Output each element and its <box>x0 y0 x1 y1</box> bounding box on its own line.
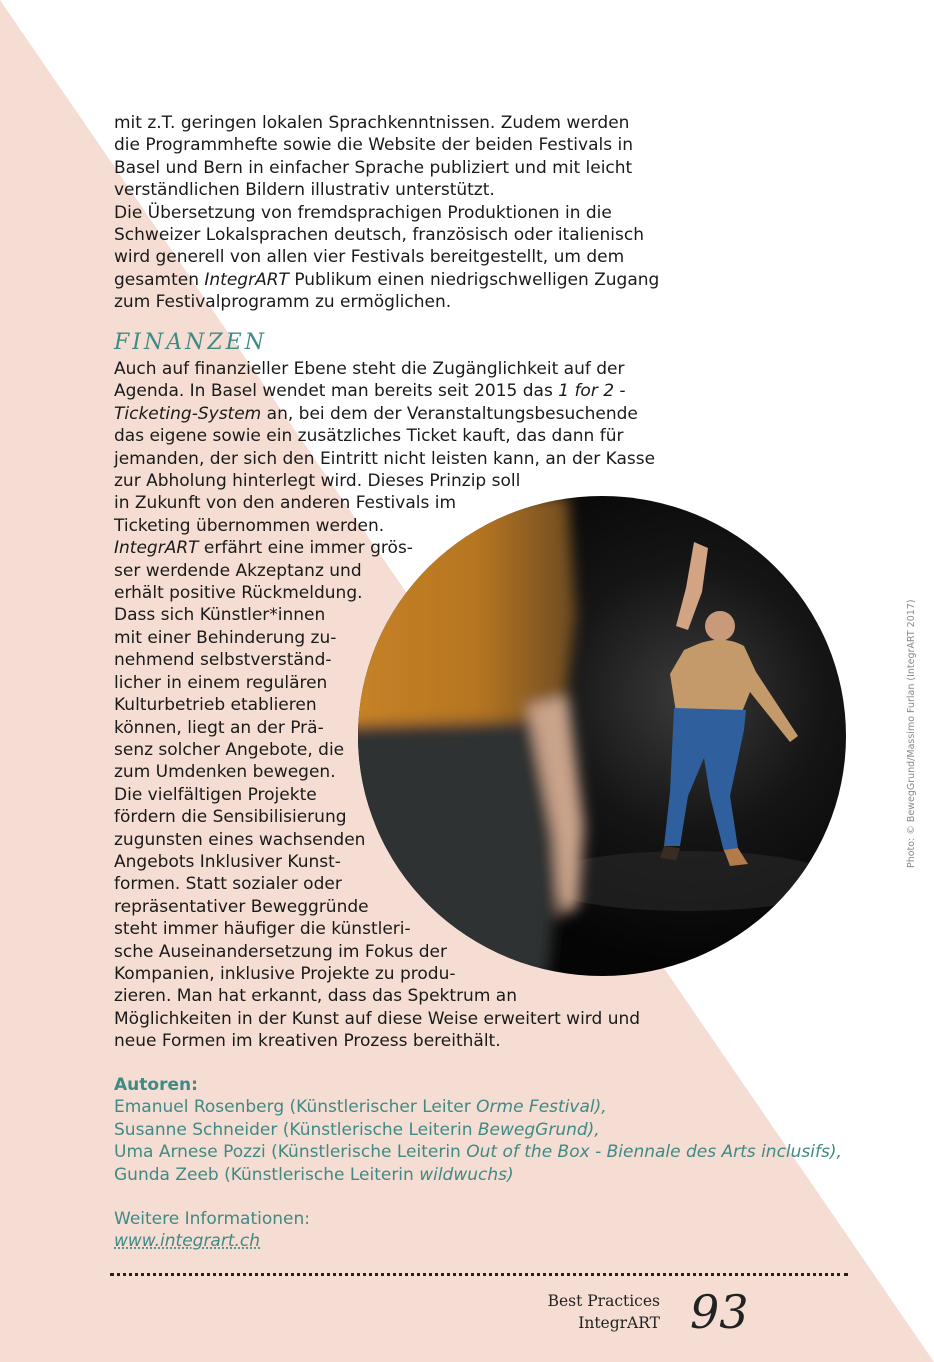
text-line: repräsentativer Beweggründe <box>114 896 369 917</box>
page-number: 93 <box>690 1285 749 1339</box>
authors-label: Autoren: <box>114 1075 198 1095</box>
text-line: die Programmhefte sowie die Website der beiden Festivals in <box>114 135 633 156</box>
italic-term: 1 for 2 - <box>558 381 626 402</box>
text-line: Basel und Bern in einfacher Sprache publiziert und mit leicht <box>114 157 633 178</box>
website-link[interactable]: www.integrart.ch <box>114 1231 261 1252</box>
footer-label <box>540 1290 660 1334</box>
text-line: Möglichkeiten in der Kunst auf diese Weise erweitert wird und <box>114 1008 641 1029</box>
footer-line-2: IntegrART <box>578 1314 660 1332</box>
text-line: Die vielfältigen Projekte <box>114 784 317 805</box>
authors-block <box>114 1074 842 1186</box>
intro-paragraph <box>114 112 659 314</box>
author-entry: Uma Arnese Pozzi (Künstlerische Leiterin Out of the Box - Biennale des Arts inclusifs), <box>114 1142 842 1163</box>
more-info-block <box>114 1208 310 1253</box>
section-heading: FINANZEN <box>114 330 267 355</box>
finance-paragraph <box>114 358 655 1053</box>
text-line: zum Umdenken bewegen. <box>114 762 336 783</box>
text-line: zum Festivalprogramm zu ermöglichen. <box>114 292 452 313</box>
text-line: ser werdende Akzeptanz und <box>114 560 362 581</box>
text-line: verständlichen Bildern illustrativ unterstützt. <box>114 180 495 201</box>
text-line: neue Formen im kreativen Prozess bereithält. <box>114 1031 501 1052</box>
text-line: mit einer Behinderung zu- <box>114 627 337 648</box>
text-line: Ticketing übernommen werden. <box>114 515 385 536</box>
text-line: Angebots Inklusiver Kunst- <box>114 851 341 872</box>
text-line: zieren. Man hat erkannt, dass das Spektrum an <box>114 986 517 1007</box>
text-line: Ticketing-System an, bei dem der Veranstaltungsbesuchende <box>114 403 638 424</box>
text-line: formen. Statt sozialer oder <box>114 874 342 895</box>
italic-term: Ticketing-System <box>114 403 262 424</box>
text-line: zur Abholung hinterlegt wird. Dieses Prinzip soll <box>114 471 521 492</box>
author-entry: Gunda Zeeb (Künstlerische Leiterin wildwuchs) <box>114 1164 514 1185</box>
text-line: mit z.T. geringen lokalen Sprachkenntnissen. Zudem werden <box>114 113 630 133</box>
text-line: Agenda. In Basel wendet man bereits seit 2015 das 1 for 2 - <box>114 381 626 402</box>
text-line: steht immer häufiger die künstleri- <box>114 919 411 940</box>
dotted-divider <box>110 1273 848 1276</box>
text-line: erhält positive Rückmeldung. <box>114 583 363 604</box>
text-line: Kulturbetrieb etablieren <box>114 695 317 716</box>
text-line: Auch auf finanzieller Ebene steht die Zugänglichkeit auf der <box>114 359 625 379</box>
text-line: nehmend selbstverständ- <box>114 650 332 671</box>
text-line: in Zukunft von den anderen Festivals im <box>114 493 457 514</box>
text-line: Schweizer Lokalsprachen deutsch, französisch oder italienisch <box>114 225 645 246</box>
more-info-label: Weitere Informationen: <box>114 1209 310 1229</box>
text-line: können, liegt an der Prä- <box>114 717 324 738</box>
photo-credit: Photo: © BewegGrund/Massimo Furlan (IntegrART 2017) <box>906 599 917 868</box>
text-line: fördern die Sensibilisierung <box>114 807 347 828</box>
text-line: Die Übersetzung von fremdsprachigen Produktionen in die <box>114 202 612 223</box>
text-line: senz solcher Angebote, die <box>114 739 345 760</box>
text-line: licher in einem regulären <box>114 672 328 693</box>
text-line: gesamten IntegrART Publikum einen niedrigschwelligen Zugang <box>114 269 660 290</box>
italic-term: IntegrART <box>204 269 289 290</box>
author-entry: Susanne Schneider (Künstlerische Leiterin BewegGrund), <box>114 1119 600 1140</box>
italic-term: IntegrART <box>114 538 199 559</box>
author-entry: Emanuel Rosenberg (Künstlerischer Leiter Orme Festival), <box>114 1097 607 1118</box>
text-line: wird generell von allen vier Festivals bereitgestellt, um dem <box>114 247 625 268</box>
text-line: das eigene sowie ein zusätzliches Ticket kauft, das dann für <box>114 426 624 447</box>
footer-line-1: Best Practices <box>547 1292 660 1310</box>
text-line: jemanden, der sich den Eintritt nicht leisten kann, an der Kasse <box>114 448 656 469</box>
text-line: IntegrART erfährt eine immer grös- <box>114 538 413 559</box>
text-line: sche Auseinandersetzung im Fokus der <box>114 941 447 962</box>
text-line: zugunsten eines wachsenden <box>114 829 366 850</box>
text-line: Kompanien, inklusive Projekte zu produ- <box>114 963 456 984</box>
text-line: Dass sich Künstler*innen <box>114 605 326 626</box>
